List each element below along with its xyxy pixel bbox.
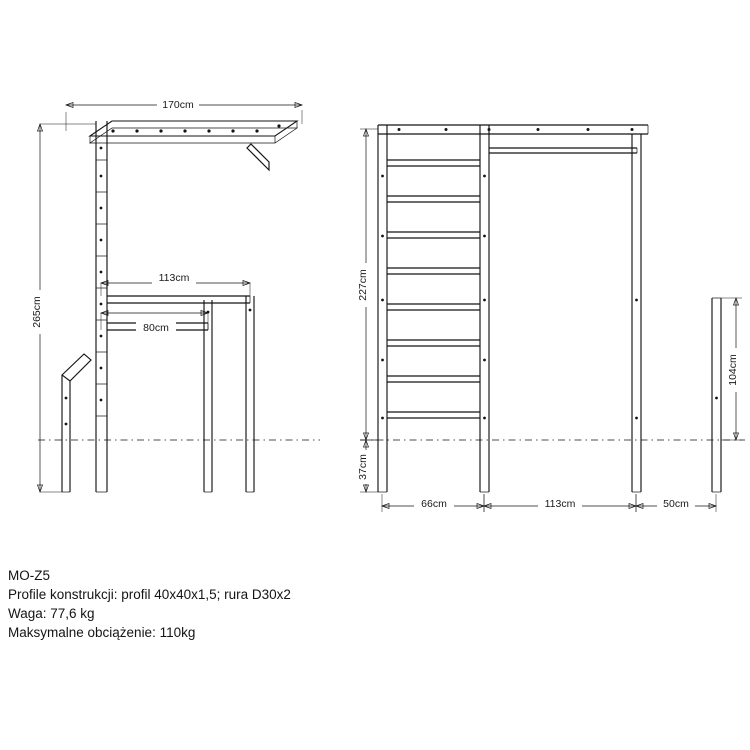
rung xyxy=(387,304,480,310)
rung xyxy=(387,340,480,346)
dim-label-265cm: 265cm xyxy=(31,296,43,328)
profiles-label: Profile konstrukcji: profil 40x40x1,5; rura D30x2 xyxy=(8,587,291,602)
rung xyxy=(387,232,480,238)
dim-label-37cm: 37cm xyxy=(357,454,369,480)
dim-label-170cm: 170cm xyxy=(162,99,194,111)
dim-label-80cm: 80cm xyxy=(143,322,169,334)
dim-front-height-227 xyxy=(357,129,378,440)
rung xyxy=(387,268,480,274)
rung xyxy=(387,160,480,166)
rung xyxy=(387,412,480,418)
front-pullup-bar xyxy=(489,148,637,153)
front-top-beam xyxy=(378,125,648,134)
dim-side-total-height xyxy=(31,124,96,492)
side-post-right xyxy=(246,296,254,492)
rung xyxy=(387,376,480,382)
max-load-label: Maksymalne obciążenie: 110kg xyxy=(8,625,196,640)
model-label: MO-Z5 xyxy=(8,568,50,583)
front-view xyxy=(357,125,743,512)
side-angled-support xyxy=(62,354,91,492)
side-upper-bar-113 xyxy=(107,296,250,303)
front-ladder-rungs xyxy=(387,160,480,418)
dim-label-113cm-front: 113cm xyxy=(544,498,576,510)
dim-front-width-66 xyxy=(382,494,484,512)
front-ladder-post-left xyxy=(378,125,387,492)
side-view xyxy=(31,97,302,492)
rung xyxy=(387,196,480,202)
dim-label-66cm: 66cm xyxy=(421,498,447,510)
dim-label-104cm: 104cm xyxy=(727,354,739,386)
dim-label-227cm: 227cm xyxy=(357,269,369,301)
dim-front-width-50 xyxy=(636,494,716,512)
dim-front-width-113 xyxy=(484,494,636,512)
front-ladder-post-right xyxy=(480,125,489,492)
weight-label: Waga: 77,6 kg xyxy=(8,606,95,621)
dim-side-bar-113 xyxy=(101,271,250,296)
dim-front-height-37 xyxy=(357,440,378,492)
front-short-post xyxy=(712,298,721,492)
side-main-post xyxy=(96,121,107,492)
front-post-right xyxy=(632,134,641,492)
side-top-beam xyxy=(90,121,297,143)
dim-label-50cm: 50cm xyxy=(663,498,689,510)
specification-block xyxy=(8,566,488,642)
dim-front-height-104 xyxy=(721,298,743,440)
side-top-bracket xyxy=(247,144,269,170)
dim-label-113cm-side: 113cm xyxy=(158,272,190,284)
